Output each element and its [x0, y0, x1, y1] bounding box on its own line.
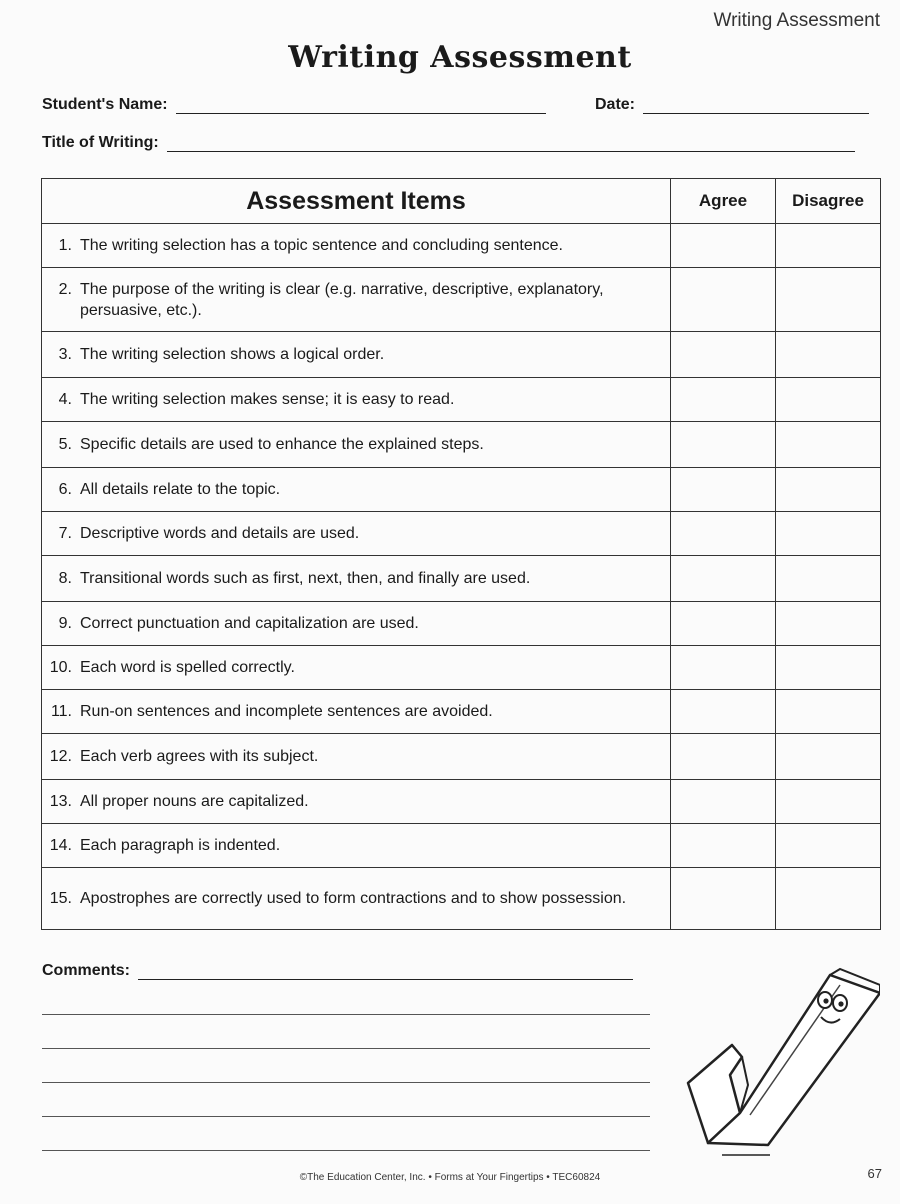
item-number: 5. — [58, 436, 72, 453]
assessment-item-cell — [42, 468, 671, 512]
disagree-cell[interactable] — [776, 468, 881, 512]
disagree-cell[interactable] — [776, 602, 881, 646]
table-row — [42, 332, 881, 378]
smiling-checkmark-icon — [680, 965, 880, 1160]
comments-field — [42, 962, 633, 980]
agree-cell[interactable] — [671, 690, 776, 734]
assessment-item — [42, 568, 670, 589]
assessment-item-cell — [42, 868, 671, 930]
disagree-cell[interactable] — [776, 734, 881, 780]
table-row — [42, 690, 881, 734]
table-row — [42, 602, 881, 646]
student-name-line[interactable] — [176, 97, 546, 114]
table-header-row — [42, 179, 881, 224]
table-row — [42, 868, 881, 930]
item-text: Apostrophes are correctly used to form contractions and to show possession. — [80, 890, 627, 907]
item-text: The writing selection has a topic sentence and concluding sentence. — [80, 237, 563, 254]
assessment-item-cell — [42, 824, 671, 868]
assessment-item — [42, 279, 670, 321]
disagree-cell[interactable] — [776, 422, 881, 468]
assessment-item — [42, 613, 670, 634]
assessment-table — [41, 178, 881, 930]
table-row — [42, 734, 881, 780]
title-of-writing-label: Title of Writing: — [42, 134, 159, 151]
assessment-item-cell — [42, 602, 671, 646]
assessment-item-cell — [42, 512, 671, 556]
assessment-item — [42, 888, 670, 909]
student-name-field — [42, 96, 546, 114]
item-number: 10. — [49, 659, 72, 676]
agree-cell[interactable] — [671, 422, 776, 468]
header-agree: Agree — [671, 179, 776, 224]
item-text: The purpose of the writing is clear (e.g. narrative, descriptive, explanatory, persuasive, etc.). — [80, 280, 604, 319]
item-number: 11. — [50, 703, 72, 720]
assessment-item — [42, 657, 670, 678]
item-text: Each paragraph is indented. — [80, 837, 281, 854]
disagree-cell[interactable] — [776, 780, 881, 824]
comment-line[interactable] — [42, 1048, 650, 1049]
item-number: 12. — [49, 748, 72, 765]
disagree-cell[interactable] — [776, 224, 881, 268]
disagree-cell[interactable] — [776, 868, 881, 930]
student-name-label: Student's Name: — [42, 96, 168, 113]
assessment-item — [42, 389, 670, 410]
assessment-item-cell — [42, 734, 671, 780]
disagree-cell[interactable] — [776, 646, 881, 690]
title-of-writing-field — [42, 134, 855, 152]
assessment-item-cell — [42, 378, 671, 422]
comment-line[interactable] — [42, 1082, 650, 1083]
item-text: Specific details are used to enhance the explained steps. — [80, 436, 484, 453]
comments-label: Comments: — [42, 962, 131, 979]
comment-line[interactable] — [42, 1014, 650, 1015]
assessment-item-cell — [42, 646, 671, 690]
item-text: Transitional words such as first, next, then, and finally are used. — [80, 570, 531, 587]
item-text: The writing selection shows a logical order. — [80, 346, 385, 363]
page-title: Writing Assessment — [288, 40, 632, 75]
assessment-item — [42, 791, 670, 812]
item-number: 1. — [58, 237, 72, 254]
date-line[interactable] — [643, 97, 869, 114]
header-assessment-items: Assessment Items — [42, 179, 671, 224]
assessment-item — [42, 479, 670, 500]
agree-cell[interactable] — [671, 224, 776, 268]
date-field — [595, 96, 869, 114]
table-row — [42, 468, 881, 512]
header-tag: Writing Assessment — [713, 10, 880, 31]
item-text: Run-on sentences and incomplete sentences are avoided. — [80, 703, 493, 720]
item-text: Each verb agrees with its subject. — [80, 748, 319, 765]
table-row — [42, 378, 881, 422]
assessment-item — [42, 523, 670, 544]
assessment-item — [42, 701, 670, 722]
assessment-item-cell — [42, 332, 671, 378]
assessment-item — [42, 835, 670, 856]
table-row — [42, 422, 881, 468]
item-number: 15. — [49, 890, 72, 907]
assessment-item — [42, 344, 670, 365]
agree-cell[interactable] — [671, 824, 776, 868]
item-number: 2. — [58, 280, 72, 298]
agree-cell[interactable] — [671, 868, 776, 930]
assessment-item-cell — [42, 268, 671, 332]
assessment-item-cell — [42, 780, 671, 824]
agree-cell[interactable] — [671, 332, 776, 378]
date-label: Date: — [595, 96, 636, 113]
disagree-cell[interactable] — [776, 378, 881, 422]
agree-cell[interactable] — [671, 646, 776, 690]
agree-cell[interactable] — [671, 556, 776, 602]
agree-cell[interactable] — [671, 734, 776, 780]
disagree-cell[interactable] — [776, 824, 881, 868]
item-text: The writing selection makes sense; it is easy to read. — [80, 391, 455, 408]
agree-cell[interactable] — [671, 468, 776, 512]
header-disagree: Disagree — [776, 179, 881, 224]
table-row — [42, 780, 881, 824]
table-row — [42, 824, 881, 868]
assessment-item-cell — [42, 690, 671, 734]
table-row — [42, 556, 881, 602]
disagree-cell[interactable] — [776, 690, 881, 734]
disagree-cell[interactable] — [776, 332, 881, 378]
title-of-writing-line[interactable] — [167, 135, 855, 152]
agree-cell[interactable] — [671, 780, 776, 824]
item-number: 8. — [58, 570, 72, 587]
assessment-item-cell — [42, 422, 671, 468]
agree-cell[interactable] — [671, 602, 776, 646]
footer-credit: ©The Education Center, Inc. • Forms at Your Fingertips • TEC60824 — [299, 1172, 601, 1183]
comments-line[interactable] — [138, 963, 633, 980]
comment-line[interactable] — [42, 1150, 650, 1151]
item-number: 13. — [49, 793, 72, 810]
table-row — [42, 268, 881, 332]
item-text: All details relate to the topic. — [80, 481, 281, 498]
comment-line[interactable] — [42, 1116, 650, 1117]
assessment-item-cell — [42, 224, 671, 268]
item-text: All proper nouns are capitalized. — [80, 793, 309, 810]
item-number: 3. — [58, 346, 72, 363]
assessment-item — [42, 434, 670, 455]
assessment-item-cell — [42, 556, 671, 602]
disagree-cell[interactable] — [776, 512, 881, 556]
item-number: 7. — [58, 525, 72, 542]
table-row — [42, 224, 881, 268]
item-text: Each word is spelled correctly. — [80, 659, 295, 676]
item-text: Descriptive words and details are used. — [80, 525, 360, 542]
agree-cell[interactable] — [671, 268, 776, 332]
item-number: 6. — [58, 481, 72, 498]
item-text: Correct punctuation and capitalization are used. — [80, 615, 419, 632]
table-row — [42, 512, 881, 556]
item-number: 4. — [58, 391, 72, 408]
table-row — [42, 646, 881, 690]
item-number: 9. — [58, 615, 72, 632]
disagree-cell[interactable] — [776, 556, 881, 602]
page-number: 67 — [867, 1166, 882, 1181]
agree-cell[interactable] — [671, 378, 776, 422]
disagree-cell[interactable] — [776, 268, 881, 332]
agree-cell[interactable] — [671, 512, 776, 556]
item-number: 14. — [49, 837, 72, 854]
assessment-item — [42, 746, 670, 767]
assessment-item — [42, 235, 670, 256]
